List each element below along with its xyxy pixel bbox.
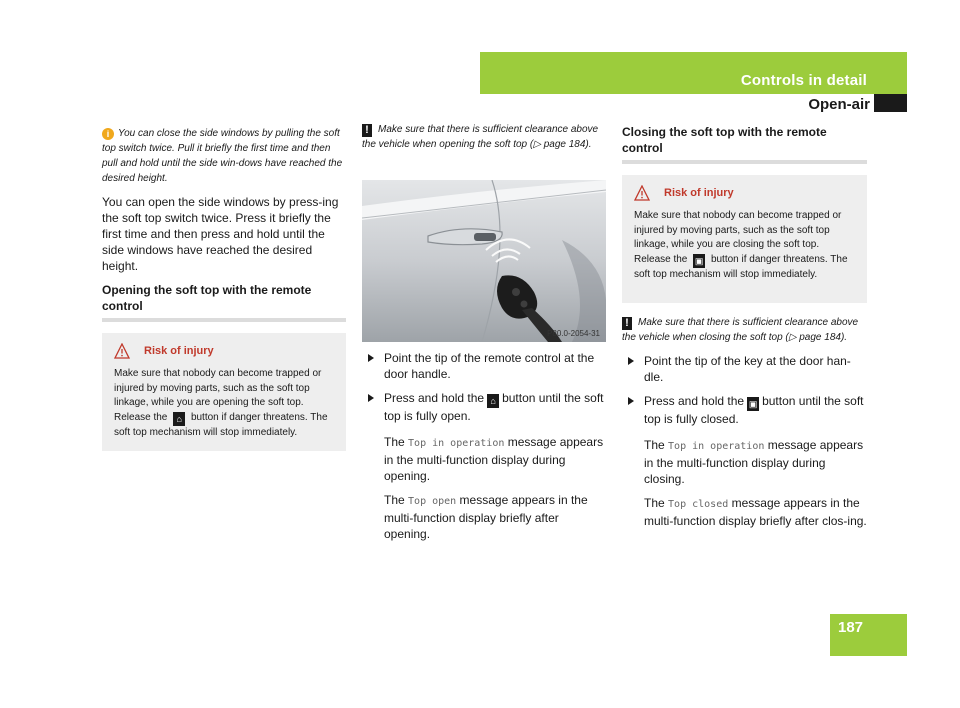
subsection-title: Open-air bbox=[808, 96, 870, 113]
warning-text: Make sure that nobody can become trapped or injured by moving parts, such as the soft top linkage, while you are closing the soft top. Release the ▣ button if danger threatens. The soft top mechanism will stop immediately. bbox=[634, 210, 848, 280]
page-number: 187 bbox=[838, 619, 864, 636]
caution-note-text: Make sure that there is sufficient clearance above the vehicle when opening the soft top (▷ page 184). bbox=[362, 124, 599, 150]
paragraph: You can open the side windows by press-ing the soft top switch twice. Press it briefly the first time and then press and hold until the side windows have reached the desired height. bbox=[102, 195, 339, 273]
display-message: Top in operation bbox=[408, 438, 505, 449]
exclamation-icon: ! bbox=[362, 124, 372, 137]
warning-triangle-icon bbox=[114, 343, 130, 359]
arrow-bullet-icon bbox=[368, 394, 374, 402]
section-heading: Opening the soft top with the remote control bbox=[102, 283, 312, 313]
remote-control-photo bbox=[362, 180, 606, 342]
heading-rule bbox=[102, 318, 346, 322]
section-title: Controls in detail bbox=[740, 72, 867, 89]
car-door-image bbox=[362, 180, 606, 342]
info-note bbox=[102, 126, 346, 186]
warning-box bbox=[102, 333, 346, 451]
step-1: Point the tip of the remote control at the door handle. bbox=[362, 350, 606, 382]
lock-icon: ▣ bbox=[748, 399, 758, 409]
info-note-text: You can close the side windows by pulling the soft top switch twice. Pull it briefly the first time and then pull and hold until the side win-dows have reached the desired height. bbox=[102, 128, 343, 184]
step-2: Press and hold the ▣ button until the soft top is fully closed. bbox=[622, 393, 867, 427]
exclamation-icon: ! bbox=[622, 317, 632, 330]
warning-title: Risk of injury bbox=[144, 344, 214, 357]
caution-note-text: Make sure that there is sufficient clearance above the vehicle when closing the soft top (▷ page 184). bbox=[622, 317, 859, 343]
display-message: Top open bbox=[408, 496, 457, 507]
arrow-bullet-icon bbox=[628, 397, 634, 405]
caution-note bbox=[362, 122, 606, 152]
warning-heading bbox=[114, 343, 334, 359]
caution-note bbox=[622, 315, 867, 345]
photo-caption: P80.0-2054-31 bbox=[547, 329, 600, 338]
warning-triangle-icon bbox=[634, 185, 650, 201]
column-2-steps bbox=[362, 344, 606, 542]
paragraph: The Top in operation message appears in the multi-function display during opening. bbox=[384, 435, 604, 483]
heading-rule bbox=[622, 160, 867, 164]
column-2 bbox=[362, 122, 606, 152]
step-1: Point the tip of the key at the door han-dle. bbox=[622, 353, 867, 385]
display-message: Top closed bbox=[668, 499, 729, 510]
paragraph: The Top in operation message appears in the multi-function display during closing. bbox=[644, 438, 864, 486]
paragraph: The Top closed message appears in the multi-function display briefly after clos-ing. bbox=[644, 496, 867, 528]
unlock-icon: ⌂ bbox=[173, 412, 185, 426]
arrow-bullet-icon bbox=[368, 354, 374, 362]
warning-heading bbox=[634, 185, 855, 201]
unlock-icon: ⌂ bbox=[487, 394, 499, 408]
paragraph: The Top open message appears in the multi-function display briefly after opening. bbox=[384, 493, 588, 541]
warning-title: Risk of injury bbox=[664, 186, 734, 199]
section-heading: Closing the soft top with the remote control bbox=[622, 125, 827, 155]
display-message: Top in operation bbox=[668, 441, 765, 452]
column-1 bbox=[102, 126, 346, 451]
subsection-marker bbox=[874, 94, 907, 112]
step-2: Press and hold the ⌂ button until the soft top is fully open. bbox=[362, 390, 606, 424]
column-3 bbox=[622, 124, 867, 529]
arrow-bullet-icon bbox=[628, 357, 634, 365]
warning-box bbox=[622, 175, 867, 303]
lock-icon: ▣ bbox=[694, 255, 704, 266]
warning-text: Make sure that nobody can become trapped or injured by moving parts, such as the soft top linkage, while you are opening the soft top. Release the ⌂ button if danger threatens. The soft top mechanism will stop immediately. bbox=[114, 368, 328, 438]
info-icon: i bbox=[102, 128, 114, 140]
